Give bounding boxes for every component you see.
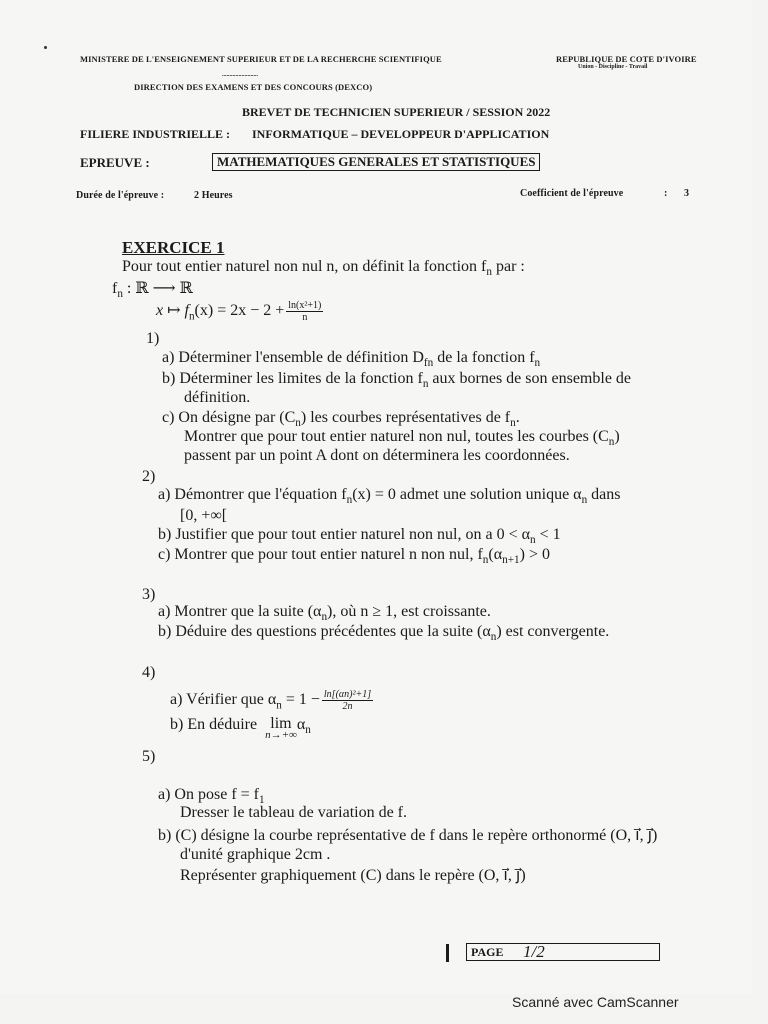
page-box	[466, 943, 660, 961]
page-box-mark	[446, 944, 449, 962]
scanner-watermark: Scanné avec CamScanner	[512, 994, 679, 1010]
scan-speck	[44, 46, 47, 49]
question-1: 1)	[146, 330, 160, 347]
question-2a-cont: [0, +∞[	[180, 507, 228, 524]
duree-value: 2 Heures	[194, 190, 233, 201]
header-dots: ........................	[222, 72, 258, 78]
question-2a: a) Démontrer que l'équation $f_n(x) = 0$ admet une solution unique $\alpha_n$ dans	[158, 486, 621, 507]
coef-value: 3	[684, 188, 690, 199]
question-3b: b) Déduire des questions précédentes que la suite $(\alpha_n)$ est convergente.	[158, 623, 610, 644]
duree-label: Durée de l'épreuve :	[76, 190, 165, 201]
question-1b: b) Déterminer les limites de la fonction $f_n$ aux bornes de son ensemble de	[162, 370, 632, 391]
epreuve-value: MATHEMATIQUES GENERALES ET STATISTIQUES	[212, 153, 540, 171]
coef-sep: :	[664, 188, 668, 199]
question-5a: a) On pose $f = f_1$	[158, 786, 265, 807]
mapping-fraction: $\frac{\text{ln(x²+1)}}{n}$	[288, 300, 322, 323]
question-4a: a) Vérifier que $\alpha_n = 1$ − $\frac{\text{ln[(αn)²+1]}}{2n}$	[170, 689, 372, 712]
question-1b-cont: définition.	[184, 389, 251, 406]
question-1c-cont: Montrer que pour tout entier naturel non nul, toutes les courbes $(C_n)$	[184, 428, 620, 449]
limit-operator: lim n→+∞	[265, 715, 297, 741]
question-5a-cont: Dresser le tableau de variation de f.	[180, 804, 408, 821]
page-label: PAGE	[471, 945, 504, 959]
question-2: 2)	[142, 468, 156, 485]
exercise-title: EXERCICE 1	[122, 238, 225, 257]
question-5b-cont2: Représenter graphiquement (C) dans le repère (O, i⃗, j⃗)	[180, 867, 526, 884]
page-number: 1/2	[523, 942, 545, 961]
question-5b: b) (C) désigne la courbe représentative de f dans le repère orthonormé (O, i⃗, j⃗)	[158, 827, 658, 844]
question-3a: a) Montrer que la suite $(\alpha_n)$, où n ≥ 1, est croissante.	[158, 603, 491, 624]
question-4b: b) En déduire lim n→+∞ $\alpha_n$	[170, 715, 311, 741]
question-2b: b) Justifier que pour tout entier naturel non nul, on a $0 < \alpha_n < 1$	[158, 526, 561, 547]
question-2c: c) Montrer que pour tout entier naturel n non nul, $f_n(\alpha_{n+1}) > 0$	[158, 546, 550, 567]
exam-title: BREVET DE TECHNICIEN SUPERIEUR / SESSION 2022	[242, 105, 551, 119]
question-1c: c) On désigne par $(C_n)$ les courbes représentatives de $f_n$.	[162, 409, 520, 430]
question-1a: a) Déterminer l'ensemble de définition $D_{fn}$ de la fonction $f_n$	[162, 349, 541, 370]
epreuve-label: EPREUVE :	[80, 155, 150, 170]
ministry-title: MINISTERE DE L'ENSEIGNEMENT SUPERIEUR ET DE LA RECHERCHE SCIENTIFIQUE	[80, 54, 442, 64]
question-5b-cont: d'unité graphique 2cm .	[180, 846, 331, 863]
direction-title: DIRECTION DES EXAMENS ET DES CONCOURS (DEXCO)	[134, 82, 373, 92]
function-definition: $f_n$ : ℝ ⟶ ℝ	[112, 280, 193, 301]
function-mapping: x ↦ $f_n(x) = 2x - 2$ + $\frac{\text{ln(x²+1)}}{n}$	[156, 300, 322, 323]
question-3: 3)	[142, 586, 156, 603]
question-4: 4)	[142, 664, 156, 681]
republic-title: REPUBLIQUE DE COTE D'IVOIRE	[556, 54, 697, 64]
republic-motto: Union - Discipline - Travail	[578, 64, 648, 70]
coef-label: Coefficient de l'épreuve	[520, 188, 624, 199]
exercise-intro: Pour tout entier naturel non nul n, on définit la fonction $f_n$ par :	[122, 258, 525, 279]
filiere-value: INFORMATIQUE – DEVELOPPEUR D'APPLICATION	[252, 127, 550, 141]
question-1c-cont2: passent par un point A dont on déterminera les coordonnées.	[184, 447, 570, 464]
filiere-label: FILIERE INDUSTRIELLE :	[80, 127, 231, 141]
alpha-fraction: $\frac{\text{ln[(αn)²+1]}}{2n}$	[323, 689, 372, 712]
question-5: 5)	[142, 748, 156, 765]
